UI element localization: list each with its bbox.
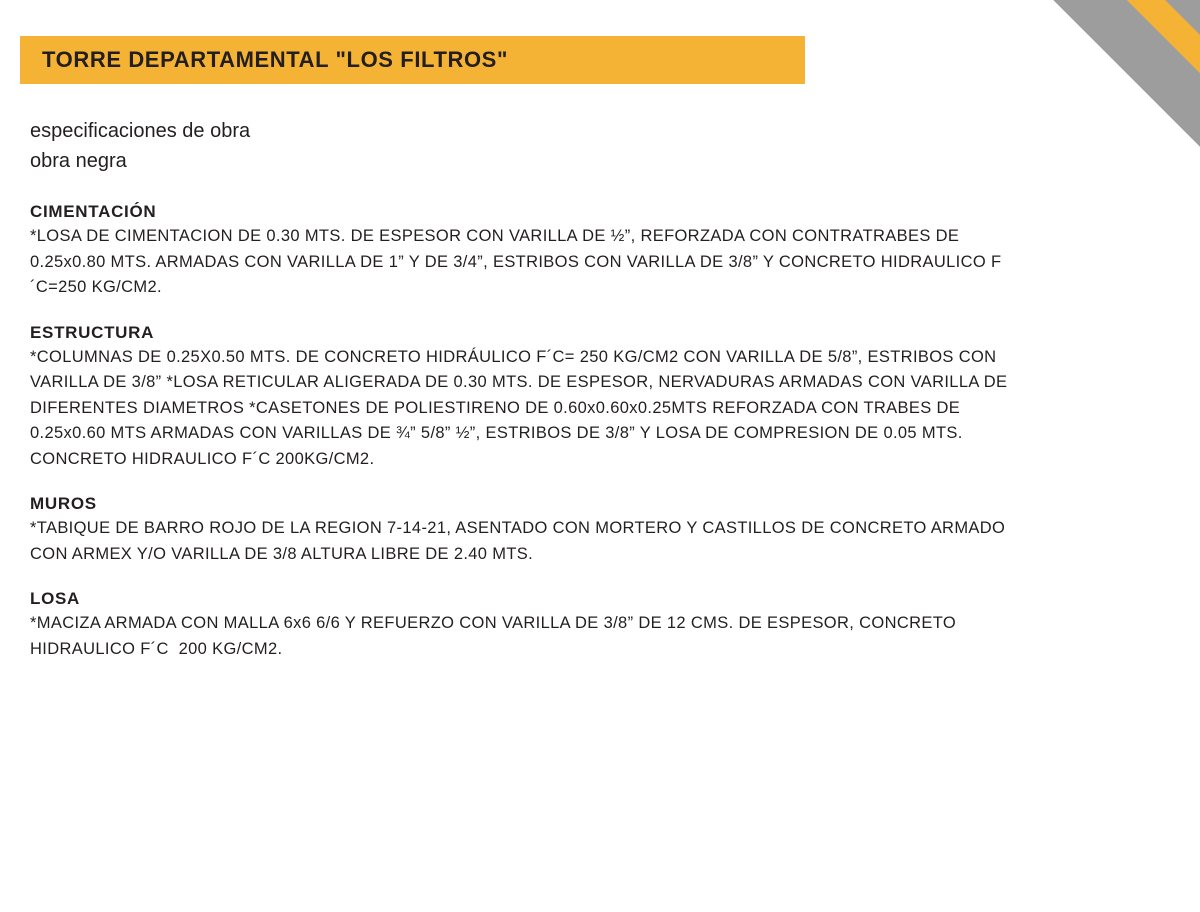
subtitle-line-2: obra negra [30,150,127,172]
subtitle-block [30,116,1030,176]
section-body: *LOSA DE CIMENTACION DE 0.30 MTS. DE ESPESOR CON VARILLA DE ½”, REFORZADA CON CONTRATRABES DE 0.25x0.80 MTS. ARMADAS CON VARILLA DE 1” Y DE 3/4”, ESTRIBOS CON VARILLA DE 3/8” Y CONCRETO HIDRAULICO F´C=250 KG/CM2. [30,227,1002,296]
subtitle-line-1: especificaciones de obra [30,120,251,142]
document-body [30,116,1030,684]
section-heading: LOSA [30,589,81,608]
section-heading: CIMENTACIÓN [30,202,157,221]
section-body: *COLUMNAS DE 0.25X0.50 MTS. DE CONCRETO HIDRÁULICO F´C= 250 KG/CM2 CON VARILLA DE 5/8”, ESTRIBOS CON VARILLA DE 3/8” *LOSA RETICULAR ALIGERADA DE 0.30 MTS. DE ESPESOR, NERVADURAS ARMADAS CON VARILLA DE DIFERENTES DIAMETROS *CASETONES DE POLIESTIRENO DE 0.60x0.60x0.25MTS REFORZADA CON TRABES DE 0.25x0.60 MTS ARMADAS CON VARILLAS DE ¾” 5/8” ½”, ESTRIBOS DE 3/8” Y LOSA DE COMPRESION DE 0.05 MTS. CONCRETO HIDRAULICO F´C 200KG/CM2. [30,347,1013,468]
section-losa [30,589,1030,662]
section-cimentacion [30,202,1030,301]
section-muros [30,494,1030,567]
decorative-gray-stripe-bottom [1016,0,1200,190]
section-heading: MUROS [30,494,97,513]
title-banner [20,36,805,84]
page-title: TORRE DEPARTAMENTAL "LOS FILTROS" [42,47,508,72]
section-body: *TABIQUE DE BARRO ROJO DE LA REGION 7-14-21, ASENTADO CON MORTERO Y CASTILLOS DE CONCRETO ARMADO CON ARMEX Y/O VARILLA DE 3/8 ALTURA LIBRE DE 2.40 MTS. [30,519,1011,563]
section-heading: ESTRUCTURA [30,322,155,342]
section-estructura [30,323,1030,473]
section-body: *MACIZA ARMADA CON MALLA 6x6 6/6 Y REFUERZO CON VARILLA DE 3/8” DE 12 CMS. DE ESPESOR, CONCRETO HIDRAULICO F´C 200 KG/CM2. [30,614,961,658]
decorative-orange-stripe [1009,0,1200,189]
